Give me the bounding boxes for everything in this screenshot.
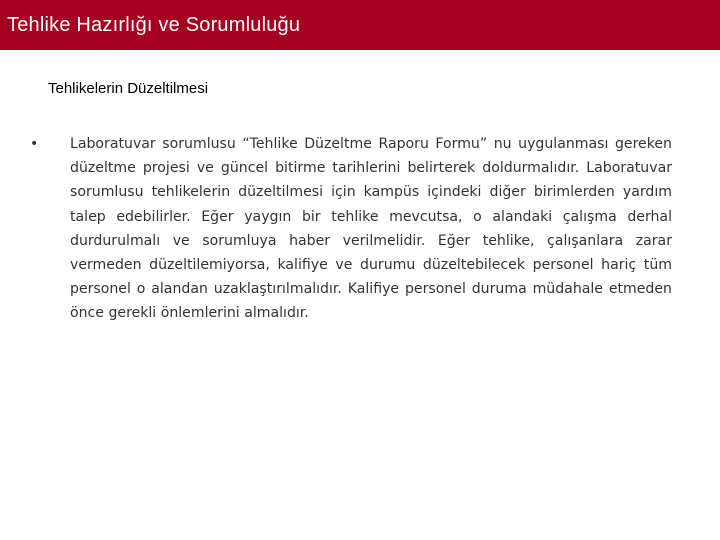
slide-title: Tehlike Hazırlığı ve Sorumluluğu: [7, 14, 301, 36]
bullet-text: Laboratuvar sorumlusu “Tehlike Düzeltme Raporu Formu” nu uygulanması gereken düzeltme projesi ve güncel bitirme tarihlerini belirterek doldurmalıdır. Laboratuvar sorumlusu tehlikelerin düzeltilmesi için kampüs içindeki diğer birimlerden yardım talep edebilirler. Eğer yaygın bir tehlike mevcutsa, o alandaki çalışma derhal durdurulmalı ve sorumluya haber verilmelidir. Eğer tehlike, çalışanlara zarar vermeden düzeltilemiyorsa, kalifiye ve durumu düzeltebilecek personel hariç tüm personel o alandan uzaklaştırılmalıdır. Kalifiye personel duruma müdahale etmeden önce gerekli önlemlerini almalıdır.: [70, 136, 672, 322]
bullet-list: [30, 132, 672, 326]
bullet-item: [30, 132, 672, 326]
section-subtitle: Tehlikelerin Düzeltilmesi: [48, 80, 209, 97]
title-bar: [0, 0, 720, 50]
bullet-marker: •: [30, 136, 39, 152]
